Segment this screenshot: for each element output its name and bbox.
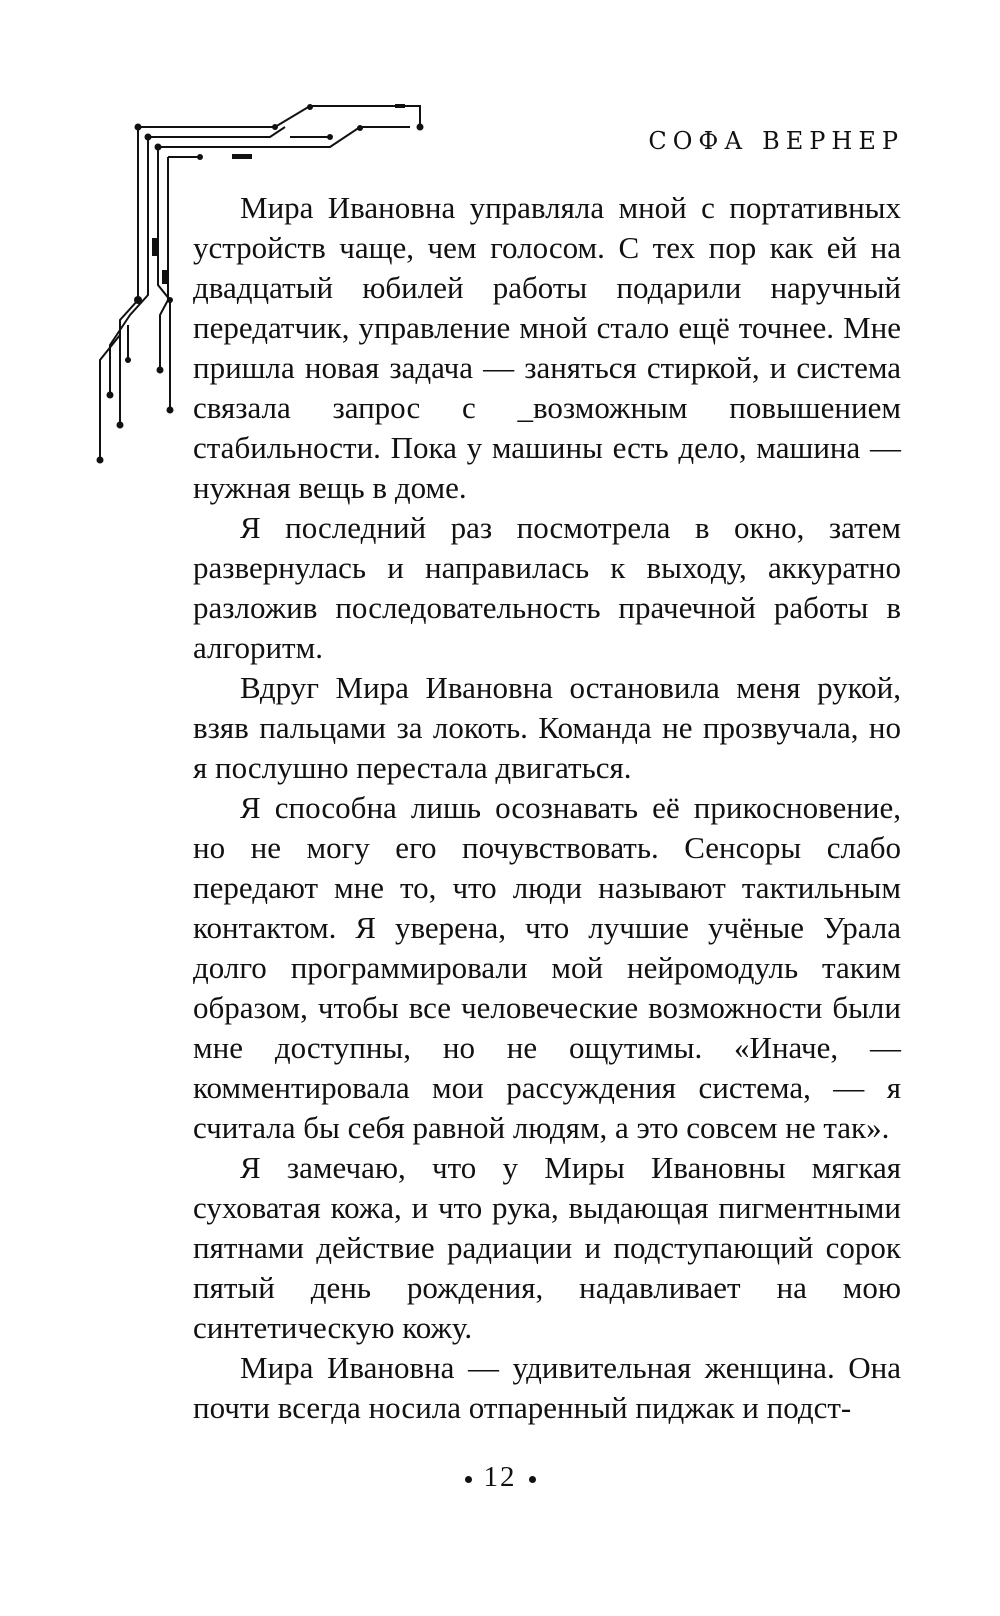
- bullet-icon: [529, 1476, 536, 1483]
- paragraph: Я последний раз посмотрела в окно, затем развернулась и направилась к выходу, аккуратно разложив последовательность прачечной работы в алгоритм.: [193, 510, 901, 665]
- paragraph: Вдруг Мира Ивановна остановила меня рукой, взяв пальцами за локоть. Команда не прозвучала, но я послушно перестала двигаться.: [193, 670, 901, 785]
- running-header-author: СОФА ВЕРНЕР: [648, 127, 904, 155]
- paragraph: Я способна лишь осознавать её прикосновение, но не могу его почувствовать. Сенсоры слабо передают мне то, что люди называют тактильным контактом. Я уверена, что лучшие учёные Урала долго программировали мой нейромодуль таким образом, чтобы все человеческие возможности были мне доступны, но не ощутимы. «Иначе, — комментировала мои рассуждения система, — я считала бы себя равной людям, а это совсем не так».: [193, 790, 901, 1145]
- page-number-footer: [0, 1461, 1000, 1494]
- body-text: [193, 188, 901, 1428]
- paragraph: Я замечаю, что у Миры Ивановны мягкая суховатая кожа, и что рука, выдающая пигментными пятнами действие радиации и подступающий сорок пятый день рождения, надавливает на мою синтетическую кожу.: [193, 1150, 901, 1345]
- bullet-icon: [465, 1476, 472, 1483]
- page-number: 12: [483, 1461, 517, 1493]
- paragraph: Мира Ивановна — удивительная женщина. Она почти всегда носила отпаренный пиджак и подст-: [193, 1350, 901, 1425]
- paragraph: Мира Ивановна управляла мной с портативных устройств чаще, чем голосом. С тех пор как ей на двадцатый юбилей работы подарили наручный передатчик, управление мной стало ещё точнее. Мне пришла новая задача — заняться стиркой, и система связала запрос с _возможным повышением стабильности. Пока у машины есть дело, машина — нужная вещь в доме.: [193, 190, 901, 505]
